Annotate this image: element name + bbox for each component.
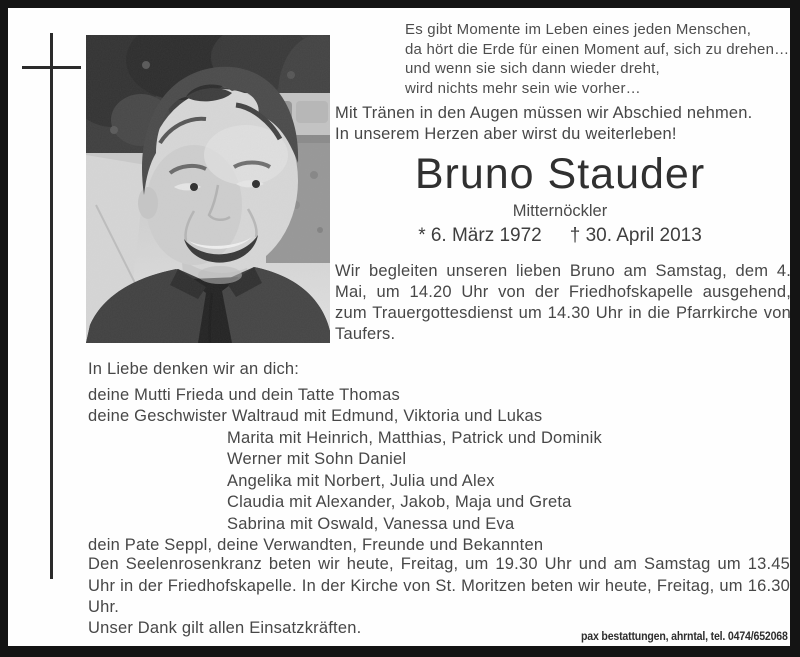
poem-line: wird nichts mehr sein wie vorher… <box>405 79 641 97</box>
birth-date: * 6. März 1972 <box>418 225 542 246</box>
poem-line: Es gibt Momente im Leben eines jeden Menschen, <box>405 21 752 38</box>
death-date: † 30. April 2013 <box>569 225 702 246</box>
deceased-house-name: Mitternöckler <box>512 202 608 220</box>
farewell-line: Mit Tränen in den Augen müssen wir Abschied nehmen. <box>335 104 753 122</box>
mourners-list <box>88 359 728 557</box>
mourners-intro: In Liebe denken wir an dich: <box>88 360 300 378</box>
farewell-line: In unserem Herzen aber wirst du weiterleben! <box>335 125 677 143</box>
mourners-sibling: Angelika mit Norbert, Julia und Alex <box>227 471 495 490</box>
obituary-sheet <box>8 8 790 646</box>
deceased-block <box>330 151 790 247</box>
mourners-sibling: Marita mit Heinrich, Matthias, Patrick und Dominik <box>227 428 602 447</box>
poem-line: da hört die Erde für einen Moment auf, sich zu drehen… <box>405 40 790 58</box>
deceased-name: Bruno Stauder <box>414 150 706 198</box>
mourners-sibling: Claudia mit Alexander, Jakob, Maja und Greta <box>227 493 572 511</box>
thanks-text: Unser Dank gilt allen Einsatzkräften. <box>88 619 362 637</box>
rosary-announcement: Den Seelenrosenkranz beten wir heute, Freitag, um 19.30 Uhr und am Samstag um 13.45 Uhr in der Friedhofskapelle. In der Kirche von St. Moritzen beten wir heute, Freitag, um 16.30 Uhr. <box>88 555 790 616</box>
poem-line: und wenn sie sich dann wieder dreht, <box>405 60 660 77</box>
mourners-parents: deine Mutti Frieda und dein Tatte Thomas <box>88 385 400 404</box>
mourners-closing: dein Pate Seppl, deine Verwandten, Freunde und Bekannten <box>88 536 544 554</box>
mourners-sibling: Werner mit Sohn Daniel <box>227 450 407 468</box>
mourners-sibling: deine Geschwister Waltraud mit Edmund, Viktoria und Lukas <box>88 407 543 425</box>
farewell-text <box>335 103 752 145</box>
mourners-sibling: Sabrina mit Oswald, Vanessa und Eva <box>227 514 515 533</box>
memorial-poem <box>405 20 789 98</box>
funeral-announcement: Wir begleiten unseren lieben Bruno am Samstag, dem 4. Mai, um 14.20 Uhr von der Friedhofskapelle ausgehend, zum Trauergottesdienst um 14.30 Uhr in die Pfarrkirche von Taufers. <box>335 262 791 343</box>
portrait-photo <box>86 35 330 343</box>
funeral-home-credit: pax bestattungen, ahrntal, tel. 0474/652068 <box>581 631 788 643</box>
life-dates <box>330 225 790 247</box>
